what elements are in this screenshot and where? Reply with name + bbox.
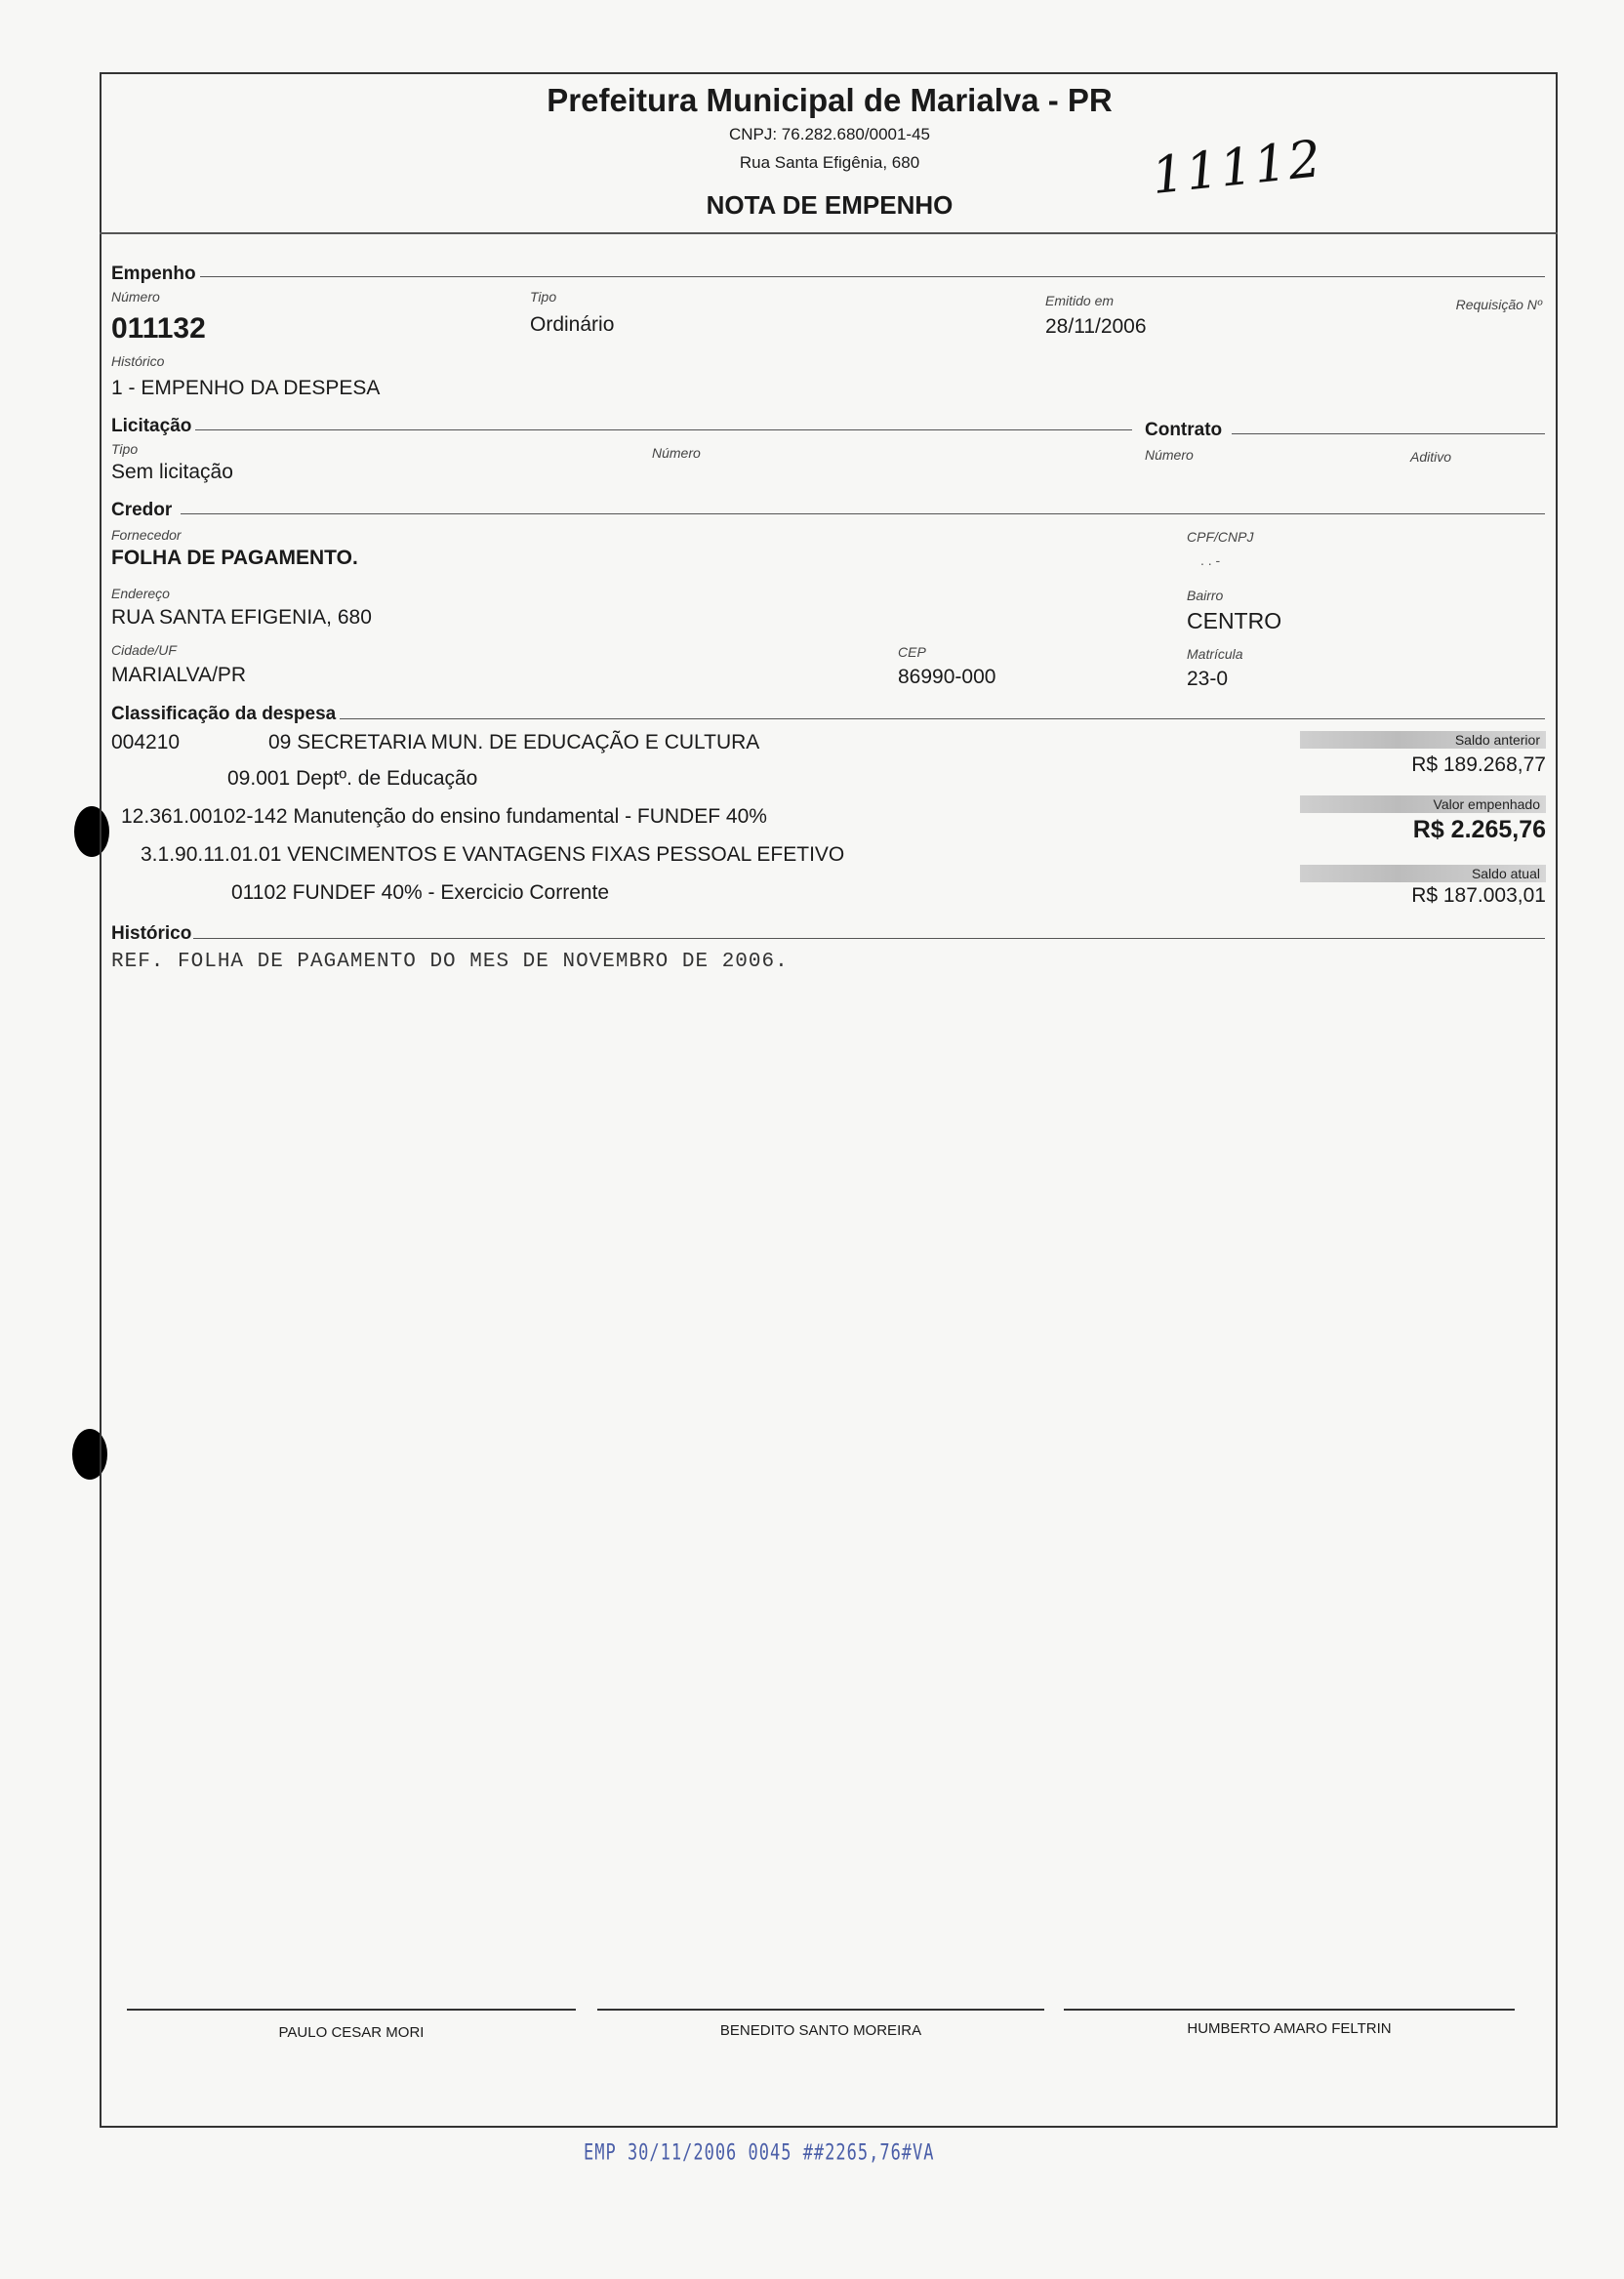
licitacao-numero-label: Número — [652, 445, 701, 461]
licitacao-tipo-label: Tipo — [111, 441, 139, 457]
historico-label: Histórico — [111, 353, 165, 369]
requisicao-label: Requisição Nº — [1455, 297, 1542, 312]
signature-name: PAULO CESAR MORI — [278, 2024, 425, 2041]
tipo-label: Tipo — [530, 289, 557, 305]
endereco-label: Endereço — [111, 586, 170, 601]
saldo-atual-label: Saldo atual — [1300, 865, 1546, 882]
bairro-label: Bairro — [1187, 588, 1224, 603]
cidade: MARIALVA/PR — [111, 664, 247, 686]
section-historico: Histórico — [111, 923, 192, 944]
saldo-anterior-label: Saldo anterior — [1300, 731, 1546, 749]
signature-name: BENEDITO SANTO MOREIRA — [719, 2022, 922, 2039]
fonte: 01102 FUNDEF 40% - Exercicio Corrente — [231, 881, 610, 904]
cep: 86990-000 — [898, 666, 996, 688]
divider — [195, 429, 1132, 430]
signature-name: HUMBERTO AMARO FELTRIN — [1187, 2020, 1392, 2037]
saldo-atual: R$ 187.003,01 — [1411, 884, 1546, 907]
departamento: 09.001 Deptº. de Educação — [227, 767, 478, 790]
empenho-numero: 011132 — [111, 312, 206, 345]
cpf-label: CPF/CNPJ — [1187, 529, 1254, 545]
cpf: . . - — [1200, 552, 1221, 568]
section-empenho: Empenho — [111, 264, 196, 284]
programa: 12.361.00102-142 Manutenção do ensino fundamental - FUNDEF 40% — [121, 805, 767, 828]
numero-label: Número — [111, 289, 160, 305]
signature-line — [127, 2009, 576, 2011]
divider — [1232, 433, 1545, 434]
fornecedor: FOLHA DE PAGAMENTO. — [111, 547, 358, 569]
classificacao-code: 004210 — [111, 731, 181, 753]
document-title: NOTA DE EMPENHO — [706, 190, 954, 220]
endereco: RUA SANTA EFIGENIA, 680 — [111, 606, 372, 629]
valor-empenhado: R$ 2.265,76 — [1412, 816, 1546, 843]
header-divider — [100, 232, 1558, 234]
cep-label: CEP — [898, 644, 926, 660]
empenho-historico: 1 - EMPENHO DA DESPESA — [111, 377, 381, 399]
empenho-tipo: Ordinário — [530, 313, 615, 336]
section-classificacao: Classificação da despesa — [111, 704, 337, 724]
emitido-label: Emitido em — [1045, 293, 1115, 308]
saldo-anterior: R$ 189.268,77 — [1411, 753, 1546, 776]
fornecedor-label: Fornecedor — [111, 527, 182, 543]
bairro: CENTRO — [1187, 608, 1282, 633]
section-licitacao: Licitação — [111, 416, 192, 436]
section-contrato: Contrato — [1145, 420, 1223, 440]
divider — [200, 276, 1545, 277]
section-credor: Credor — [111, 500, 173, 520]
aditivo-label: Aditivo — [1410, 449, 1452, 465]
historico-text: REF. FOLHA DE PAGAMENTO DO MES DE NOVEMBRO DE 2006. — [111, 951, 789, 973]
handwritten-number: 11112 — [1149, 129, 1326, 207]
elemento: 3.1.90.11.01.01 VENCIMENTOS E VANTAGENS FIXAS PESSOAL EFETIVO — [141, 843, 845, 866]
signature-line — [597, 2009, 1044, 2011]
divider — [193, 938, 1545, 939]
contrato-numero-label: Número — [1145, 447, 1194, 463]
cidade-label: Cidade/UF — [111, 642, 177, 658]
cnpj: CNPJ: 76.282.680/0001-45 — [728, 125, 931, 143]
page-title: Prefeitura Municipal de Marialva - PR — [547, 82, 1113, 118]
secretaria: 09 SECRETARIA MUN. DE EDUCAÇÃO E CULTURA — [268, 731, 760, 753]
validation-stamp: EMP 30/11/2006 0045 ##2265,76#VA — [584, 2140, 935, 2166]
divider — [181, 513, 1545, 514]
valor-empenhado-label: Valor empenhado — [1300, 795, 1546, 813]
licitacao-tipo: Sem licitação — [111, 461, 233, 483]
signature-line — [1064, 2009, 1515, 2011]
matricula-label: Matrícula — [1187, 646, 1243, 662]
divider — [340, 718, 1545, 719]
matricula: 23-0 — [1187, 668, 1229, 690]
emitido-date: 28/11/2006 — [1045, 315, 1147, 338]
address: Rua Santa Efigênia, 680 — [739, 153, 920, 172]
